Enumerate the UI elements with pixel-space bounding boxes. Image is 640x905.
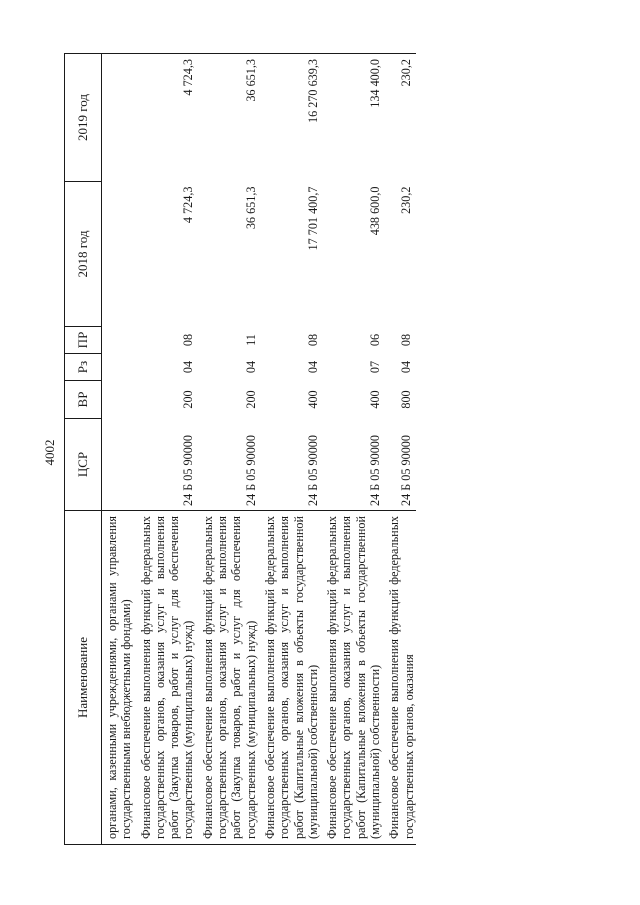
row-name: органами, казенными учреждениями, органами управления государственными внебюджетными фондами) [102, 511, 137, 845]
row-2018: 230,2 [398, 186, 413, 214]
row-2018: 17 701 400,7 [305, 186, 320, 251]
row-name: Финансовое обеспечение выполнения функций федеральных государственных органов, оказания услуг и выполнения работ (Закупка товаров, работ и услуг для обеспечения государственных (муниципальных) нужд) [137, 511, 199, 845]
row-csr: 24 Б 05 90000 [181, 435, 196, 506]
row-csr: 24 Б 05 90000 [368, 435, 383, 506]
table-row [385, 54, 416, 845]
row-vr: 400 [305, 390, 320, 409]
row-2018 [102, 182, 137, 327]
header-vr: ВР [65, 381, 102, 419]
table-row [137, 54, 199, 845]
row-name: Финансовое обеспечение выполнения функций федеральных государственных органов, оказания услуг и выполнения работ (Капитальные вложения в объекты государственной (муниципальной) собственности) [261, 511, 323, 845]
row-2019: 36 651,3 [199, 54, 261, 182]
row-2019: 4 724,3 [137, 54, 199, 182]
row-csr: 24 Б 05 90000 [398, 435, 413, 506]
row-vr [102, 381, 137, 419]
page-number: 4002 [42, 439, 57, 466]
row-pr: 08 [398, 333, 413, 347]
row-vr: 800 [398, 390, 413, 409]
row-rz: 04 [305, 360, 320, 374]
row-pr: 08 [181, 333, 196, 347]
row-csr: 24 Б 05 90000 [305, 435, 320, 506]
row-csr [102, 419, 137, 511]
row-rz: 04 [398, 360, 413, 374]
row-2019: 134 400,0 [323, 54, 385, 182]
row-pr [102, 327, 137, 354]
row-name: Финансовое обеспечение выполнения функций федеральных государственных органов, оказания [385, 511, 416, 845]
row-vr: 200 [243, 390, 258, 409]
row-rz: 04 [181, 360, 196, 374]
header-pr: ПР [65, 327, 102, 354]
row-rz: 07 [368, 360, 383, 374]
row-2019: 230,2 [385, 54, 416, 182]
budget-allocation-table [64, 53, 416, 845]
header-csr: ЦСР [65, 419, 102, 511]
table-row [261, 54, 323, 845]
row-pr: 08 [305, 333, 320, 347]
header-rz: Рз [65, 354, 102, 381]
row-rz [102, 354, 137, 381]
row-vr: 400 [368, 390, 383, 409]
table-row [102, 54, 137, 845]
row-2019 [102, 54, 137, 182]
row-pr: 11 [243, 334, 258, 346]
header-2018: 2018 год [65, 182, 102, 327]
row-name: Финансовое обеспечение выполнения функций федеральных государственных органов, оказания услуг и выполнения работ (Капитальные вложения в объекты государственной (муниципальной) собственности) [323, 511, 385, 845]
table-row [323, 54, 385, 845]
row-pr: 06 [368, 333, 383, 347]
row-csr: 24 Б 05 90000 [243, 435, 258, 506]
row-2018: 4 724,3 [181, 186, 196, 224]
row-2019: 16 270 639,3 [261, 54, 323, 182]
row-name: Финансовое обеспечение выполнения функций федеральных государственных органов, оказания услуг и выполнения работ (Закупка товаров, работ и услуг для обеспечения государственных (муниципальных) нужд) [199, 511, 261, 845]
header-name: Наименование [65, 511, 102, 845]
row-rz: 04 [243, 360, 258, 374]
table-row [199, 54, 261, 845]
row-2018: 438 600,0 [368, 186, 383, 236]
header-2019: 2019 год [65, 54, 102, 182]
table-header-row [65, 54, 102, 845]
row-vr: 200 [181, 390, 196, 409]
row-2018: 36 651,3 [243, 186, 258, 230]
